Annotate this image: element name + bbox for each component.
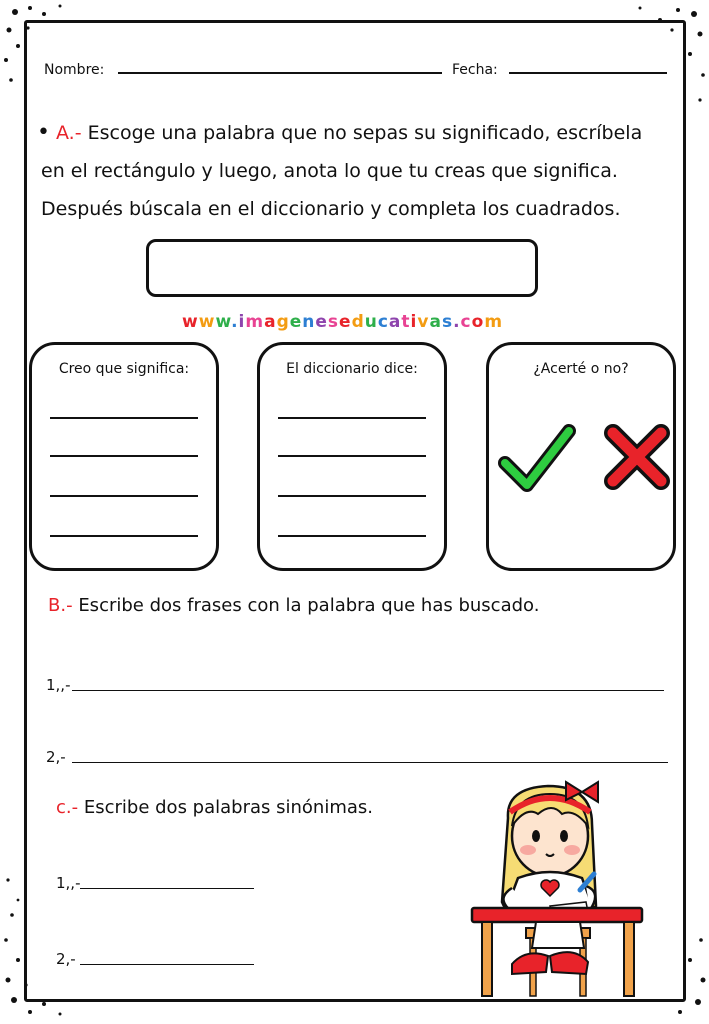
section-b-letter: B.-: [48, 595, 73, 616]
section-c-answer-line-1[interactable]: [80, 888, 254, 889]
card3-title: ¿Acerté o no?: [533, 361, 629, 377]
date-label: Fecha:: [452, 62, 498, 78]
section-b-answer-line-1[interactable]: [72, 690, 664, 691]
section-b-line-2-label: 2,-: [46, 748, 66, 766]
section-a-line-3: Después búscala en el diccionario y completa los cuadrados.: [41, 198, 621, 220]
section-c-line-1-label: 1,,-: [56, 874, 81, 892]
card1-line[interactable]: [50, 495, 198, 497]
watermark-letter: i: [238, 312, 246, 332]
watermark-letter: v: [417, 312, 430, 332]
watermark-letter: e: [289, 312, 303, 332]
name-label: Nombre:: [44, 62, 105, 78]
date-field-line[interactable]: [509, 72, 667, 74]
watermark-letter: .: [231, 312, 239, 332]
watermark-letter: c: [377, 312, 389, 332]
section-c-heading: [56, 797, 373, 818]
card-el-diccionario-dice: [257, 342, 447, 571]
watermark-letter: w: [182, 312, 199, 332]
girl-at-desk-illustration: [466, 778, 686, 1000]
card1-line[interactable]: [50, 535, 198, 537]
watermark-letter: s: [441, 312, 454, 332]
watermark-url: [182, 312, 503, 332]
card-acerte-o-no: [486, 342, 676, 571]
watermark-letter: w: [215, 312, 232, 332]
word-rectangle[interactable]: [146, 239, 538, 297]
watermark-letter: o: [471, 312, 485, 332]
section-b-heading: [48, 595, 539, 616]
watermark-letter: e: [315, 312, 328, 332]
cross-icon[interactable]: [605, 425, 669, 489]
watermark-letter: t: [401, 312, 411, 332]
watermark-letter: n: [302, 312, 316, 332]
card1-line[interactable]: [50, 455, 198, 457]
section-b-answer-line-2[interactable]: [72, 762, 668, 763]
section-a-instructions: • A.- Escoge una palabra que no sepas su significado, escríbela en el rectángulo y luego, anota lo que tu creas que significa. Después búscala en el diccionario y completa los cuadrados.: [37, 114, 687, 228]
card1-title: Creo que significa:: [58, 361, 190, 377]
watermark-letter: m: [484, 312, 504, 332]
watermark-letter: g: [276, 312, 290, 332]
section-b-text: Escribe dos frases con la palabra que has buscado.: [78, 595, 540, 616]
watermark-letter: a: [264, 312, 277, 332]
section-c-answer-line-2[interactable]: [80, 964, 254, 965]
section-a-line-2: en el rectángulo y luego, anota lo que tu creas que significa.: [41, 160, 618, 182]
section-c-letter: c.-: [56, 797, 79, 818]
card2-line[interactable]: [278, 417, 426, 419]
watermark-letter: i: [410, 312, 418, 332]
watermark-letter: s: [327, 312, 340, 332]
watermark-letter: c: [460, 312, 472, 332]
card2-line[interactable]: [278, 535, 426, 537]
card-creo-que-significa: [29, 342, 219, 571]
card2-line[interactable]: [278, 495, 426, 497]
card2-title: El diccionario dice:: [286, 361, 418, 377]
watermark-letter: d: [351, 312, 365, 332]
card1-line[interactable]: [50, 417, 198, 419]
name-field-line[interactable]: [118, 72, 442, 74]
watermark-letter: a: [388, 312, 402, 332]
section-c-text: Escribe dos palabras sinónimas.: [83, 797, 373, 818]
check-icon[interactable]: [499, 423, 575, 493]
watermark-letter: e: [339, 312, 352, 332]
watermark-letter: m: [245, 312, 265, 332]
watermark-letter: .: [453, 312, 461, 332]
watermark-letter: u: [364, 312, 378, 332]
section-a-letter: A.-: [55, 122, 82, 144]
card2-line[interactable]: [278, 455, 426, 457]
section-a-line-1: Escoge una palabra que no sepas su significado, escríbela: [87, 122, 643, 144]
section-c-line-2-label: 2,-: [56, 950, 76, 968]
section-b-line-1-label: 1,,-: [46, 676, 71, 694]
watermark-letter: a: [429, 312, 442, 332]
watermark-letter: w: [198, 312, 216, 332]
